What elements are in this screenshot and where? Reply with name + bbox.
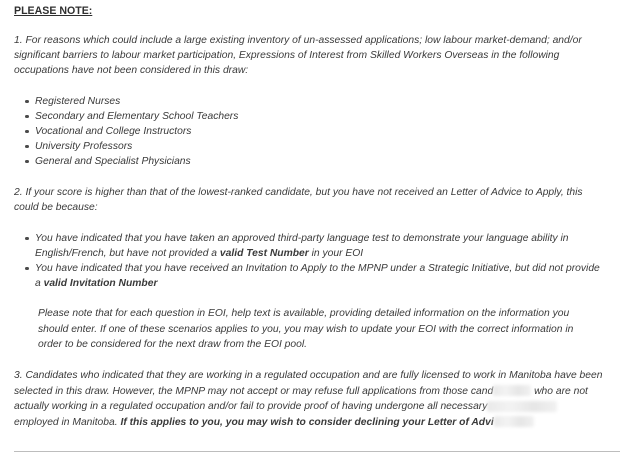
list-item: University Professors (10, 139, 238, 154)
reason-text: You have indicated that you have taken an approved third-party language test to demonstrate your language ability in English/French, but have not provided a (35, 233, 569, 259)
point-1-paragraph: 1. For reasons which could include a large existing inventory of un-assessed applications; low labour market-demand; and/or significant barriers to labour market participation, Expressions of Interest from Skilled Workers Overseas in the following occupations have not been considered in this draw: (14, 35, 582, 76)
excluded-occupations-list (10, 94, 238, 169)
redacted-text (494, 416, 534, 427)
redacted-text (493, 385, 531, 396)
point-3-emphasis: If this applies to you, you may wish to consider declining your Letter of Advi (120, 416, 494, 428)
divider (14, 451, 620, 452)
point-3-line: who are not (531, 385, 588, 397)
point-3-line: selected in this draw. However, the MPNP may not accept or may refuse full applications from those cand (14, 385, 494, 397)
reason-emphasis: valid Invitation Number (43, 278, 158, 289)
point-3-line: actually working in a regulated occupation and/or fail to provide proof of having undergone all necessary (14, 401, 488, 412)
reasons-list (10, 231, 600, 291)
redacted-text (487, 401, 557, 412)
list-item (10, 261, 600, 291)
reason-text: You have indicated that you have received an Invitation to Apply to the MPNP under a Strategic Initiative, but did not provide a (35, 263, 600, 289)
reason-text: in your EOI (308, 248, 364, 259)
reason-emphasis: valid Test Number (219, 248, 309, 259)
point-2-paragraph: 2. If your score is higher than that of the lowest-ranked candidate, but you have not received an Letter of Advice to Apply, this could be because: (14, 187, 583, 213)
list-item: General and Specialist Physicians (10, 154, 238, 169)
point-3-line: 3. Candidates who indicated that they are working in a regulated occupation and are fully licensed to work in Manitoba have been (14, 370, 603, 381)
point-3-paragraph (14, 368, 610, 430)
list-item: Secondary and Elementary School Teachers (10, 109, 238, 124)
list-item: Registered Nurses (10, 94, 238, 109)
point-3-line: employed in Manitoba. (14, 416, 121, 428)
please-note-heading: PLEASE NOTE: (14, 5, 93, 17)
help-text-note: Please note that for each question in EOI, help text is available, providing detailed information on the information you should enter. If one of these scenarios applies to you, you may wish to update your EOI with the correct information in order to be considered for the next draw from the EOI pool. (38, 308, 574, 350)
list-item (10, 231, 600, 261)
list-item: Vocational and College Instructors (10, 124, 238, 139)
